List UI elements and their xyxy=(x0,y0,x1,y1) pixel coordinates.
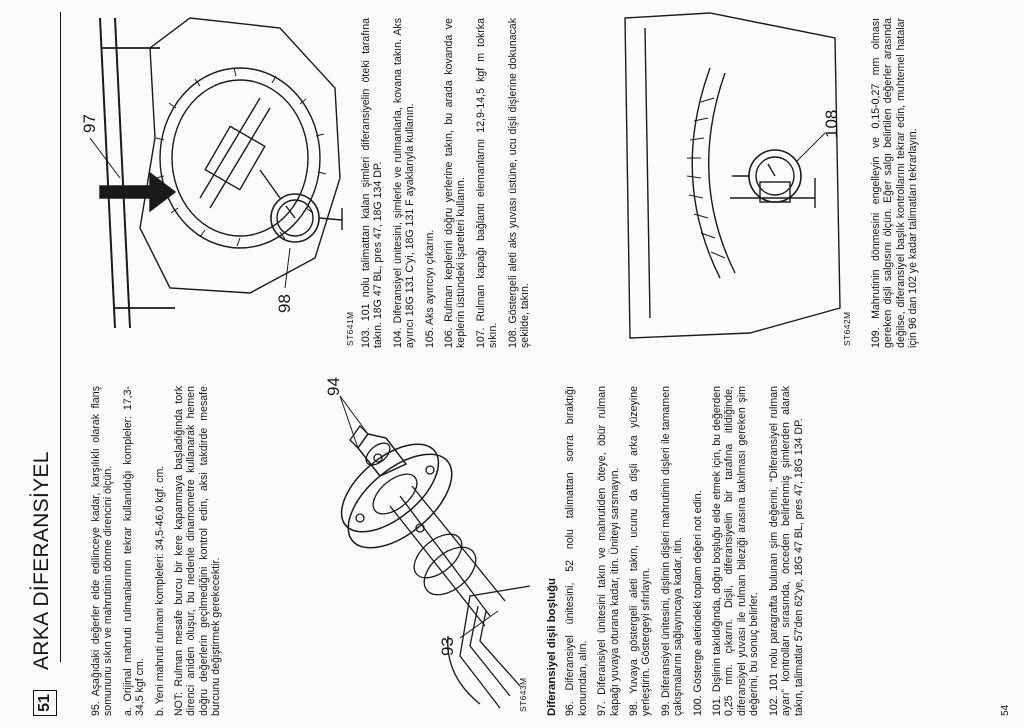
page-title: ARKA DİFERANSİYEL xyxy=(30,451,53,670)
figure-label-st641m: ST641M xyxy=(345,311,355,346)
paragraph-108: 108. Göstergeli aleti aks yuvası üstüne, ucu dişli dişlerine dokunacak şekilde, takın. xyxy=(506,18,532,348)
paragraph-a: a. Orijinal mahruti rulmanlarının tekrar kullanıldığı kompleler: 17,3-34,5 kgf cm. xyxy=(121,386,147,716)
figure-st641m xyxy=(80,3,355,348)
callout-108: 108 xyxy=(822,109,841,138)
page-folio: 54 xyxy=(1000,704,1011,716)
callout-97: 97 xyxy=(80,114,99,133)
paragraph-107: 107. Rulman kapağı bağlantı elemanlarını 12,9-14,5 kgf m tokrka sıkın. xyxy=(474,18,500,348)
paragraph-98: 98. Yuvaya göstergeli aleti takın, ucunu da dişli arka yüzeyine yerleştirin. Göstergeyi sıfırlayın. xyxy=(628,386,653,716)
section-heading: Diferansiyel dişli boşluğu xyxy=(546,578,558,716)
note-paragraph: NOT: Rulman mesafe burcu bir kere kapanmaya başladığında tork direnci aniden oluşur, bu nedenle dinamometre kullanarak hemen doğru değerlerin geçilmediğini kontrol edin, aksi takdirde mesafe burcunu değiştirmek gerekecektir. xyxy=(173,386,223,716)
paragraph-b: b. Yeni mahruti rulmanı kompleleri: 34,5-46,0 kgf. cm. xyxy=(153,465,166,716)
figure-label-st642m: ST642M xyxy=(842,311,852,346)
paragraph-106: 106. Rulman keplerini doğru yerlerine takın, bu arada kovanda ve keplerin üstündeki işaretleri kullanın. xyxy=(443,18,468,348)
page-number-box: 51 xyxy=(33,690,57,716)
backlash-gauge-illustration xyxy=(600,3,855,348)
paragraph-103: 103. 101 nolu talimattan kalan şimleri diferansiyelin öteki tarafına takın. 18G 47 BL, pres 47, 18G 134 DP. xyxy=(360,18,385,348)
figure-label-st643m: ST643M xyxy=(518,677,528,712)
header-rule xyxy=(60,12,61,662)
column-1-top xyxy=(90,386,230,716)
column-2-middle xyxy=(360,18,538,348)
paragraph-104: 104. Diferansiyel ünitesini, şimlerle ve rulmanlarla, kovana takın. Aks ayırıcı 18G 131 C'yi, 18G 131 F ayaklarıyla kullanın. xyxy=(391,18,417,348)
paragraph-96: 96. Diferansiyel ünitesini, 52 nolu talimattan sonra bıraktığı konumdan, alın. xyxy=(564,386,589,716)
paragraph-102: 102. 101 nolu paragrafta bulunan şim değerini, “Diferansiyel rulman ayarı” kontrolları sırasında, önceden belirlenmiş şimlerden alarak takın, talimatlar 57'den 62'ye, 18G 47 BL, pres 47, 18G 134 DP. xyxy=(767,386,805,716)
callout-93: 93 xyxy=(438,637,457,656)
callout-94: 94 xyxy=(324,377,343,396)
paragraph-101: 101. Dişlinin takıldığında, doğru boşluğu elde etmek için, bu değerden 0,25 mm. çıkarın. Dişli, diferansiyelin bir tarafına itildiğinde, diferansiyel yuvası ile rulman bileziği arasına takılması gereken şim değerini, bu sonuç belirler. xyxy=(711,386,761,716)
column-1-bottom xyxy=(540,386,812,716)
figure-st642m xyxy=(600,3,855,348)
differential-spreader-illustration xyxy=(80,3,355,348)
paragraph-109: 109. Mahrutinin dönmesini engelleyin ve 0,15-0,27 mm olması gereken dişli salgısını ölçün. Eğer salgı belirtilen değerler arasında değilse, diferansiyel başlık kontrollarını tekrar edin, muhtemel hatalar için 96 dan 102 ye kadar talimatları tekrarlayın. xyxy=(870,18,920,348)
callout-98: 98 xyxy=(275,294,294,313)
paragraph-97: 97. Diferansiyel ünitesini takın ve mahrutiden öteye, öbür rulman kapağı yuvaya oturana kadar, itin. Üniteyi sarsmayın. xyxy=(596,386,621,716)
paragraph-100: 100. Gösterge aletindeki toplam değeri not edin. xyxy=(691,490,704,716)
figure-st643m xyxy=(320,376,535,716)
paragraph-105: 105. Aks ayırıcıyı çıkarın. xyxy=(423,229,436,348)
column-2-bottom xyxy=(870,18,927,348)
pinion-flange-illustration xyxy=(320,376,535,716)
paragraph-95: 95. Aşağıdaki değerler elde edilinceye kadar, karşılıklı olarak flanş somununu sıkın ve mahrutinin dönme direncini ölçün. xyxy=(90,386,115,716)
paragraph-99: 99. Diferansiyel ünitesini, dişlinin dişleri mahrutinin dişleri ile tamamen çakışmalarını sağlayıncaya kadar, itin. xyxy=(659,386,685,716)
